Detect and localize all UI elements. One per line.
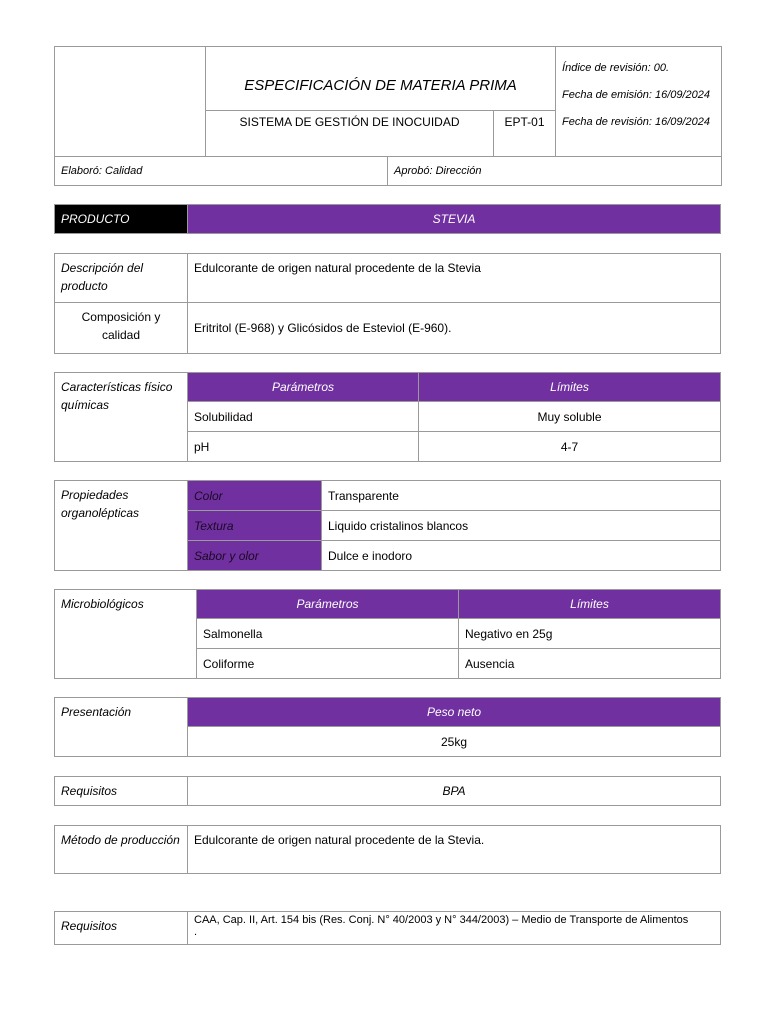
micro-header-limits: Límites [459, 590, 721, 619]
product-label: PRODUCTO [55, 205, 188, 234]
presentation-block [54, 697, 721, 756]
composition-value: Eritritol (E-968) y Glicósidos de Esteviol (E-960). [188, 303, 721, 354]
product-block [54, 204, 721, 234]
revision-date: Fecha de revisión: 16/09/2024 [562, 116, 711, 128]
organoleptic-value: Transparente [322, 481, 721, 511]
approved-by: Aprobó: Dirección [388, 157, 722, 186]
composition-label: Composición y calidad [55, 303, 188, 354]
physchem-param: Solubilidad [188, 402, 419, 432]
presentation-value: 25kg [188, 727, 721, 757]
requirements-block [54, 776, 721, 806]
prepared-by: Elaboró: Calidad [55, 157, 388, 186]
micro-param: Salmonella [197, 619, 459, 649]
regulatory-requirements-value [188, 912, 721, 945]
document-header [54, 46, 721, 185]
logo-cell [55, 47, 206, 157]
organoleptic-label: Propiedades organolépticas [55, 481, 188, 571]
method-label: Método de producción [55, 826, 188, 874]
micro-param: Coliforme [197, 649, 459, 679]
document-title: ESPECIFICACIÓN DE MATERIA PRIMA [206, 47, 556, 111]
physchem-header-limits: Límites [419, 373, 721, 402]
requirements-label: Requisitos [55, 777, 188, 806]
method-block [54, 825, 721, 874]
physchem-label: Características físico químicas [55, 373, 188, 462]
management-system: SISTEMA DE GESTIÓN DE INOCUIDAD [206, 111, 494, 157]
organoleptic-value: Liquido cristalinos blancos [322, 511, 721, 541]
revision-index: Índice de revisión: 00. [562, 62, 670, 74]
issue-date: Fecha de emisión: 16/09/2024 [562, 89, 711, 101]
physchem-param: pH [188, 432, 419, 462]
presentation-label: Presentación [55, 698, 188, 757]
product-name: STEVIA [188, 205, 721, 234]
micro-header-params: Parámetros [197, 590, 459, 619]
physchem-limit: 4-7 [419, 432, 721, 462]
regulatory-requirements-label: Requisitos [55, 912, 188, 945]
physchem-limit: Muy soluble [419, 402, 721, 432]
physchem-block [54, 372, 721, 461]
regulatory-requirements-block [54, 911, 721, 945]
micro-label: Microbiológicos [55, 590, 197, 679]
micro-limit: Ausencia [459, 649, 721, 679]
revision-info [556, 47, 722, 157]
organoleptic-param: Textura [188, 511, 322, 541]
organoleptic-param: Sabor y olor [188, 541, 322, 571]
description-label: Descripción del producto [55, 254, 188, 303]
method-value: Edulcorante de origen natural procedente de la Stevia. [188, 826, 721, 874]
micro-block [54, 589, 721, 678]
regulatory-requirements-text: CAA, Cap. II, Art. 154 bis (Res. Conj. N° 40/2003 y N° 344/2003) – Medio de Transporte de Alimentos [194, 914, 689, 926]
organoleptic-block [54, 480, 721, 570]
requirements-value: BPA [188, 777, 721, 806]
regulatory-requirements-tail: . [194, 926, 198, 938]
physchem-header-params: Parámetros [188, 373, 419, 402]
document-code: EPT-01 [494, 111, 556, 157]
presentation-header: Peso neto [188, 698, 721, 727]
organoleptic-param: Color [188, 481, 322, 511]
organoleptic-value: Dulce e inodoro [322, 541, 721, 571]
description-value: Edulcorante de origen natural procedente de la Stevia [188, 254, 721, 303]
micro-limit: Negativo en 25g [459, 619, 721, 649]
description-block [54, 253, 721, 353]
